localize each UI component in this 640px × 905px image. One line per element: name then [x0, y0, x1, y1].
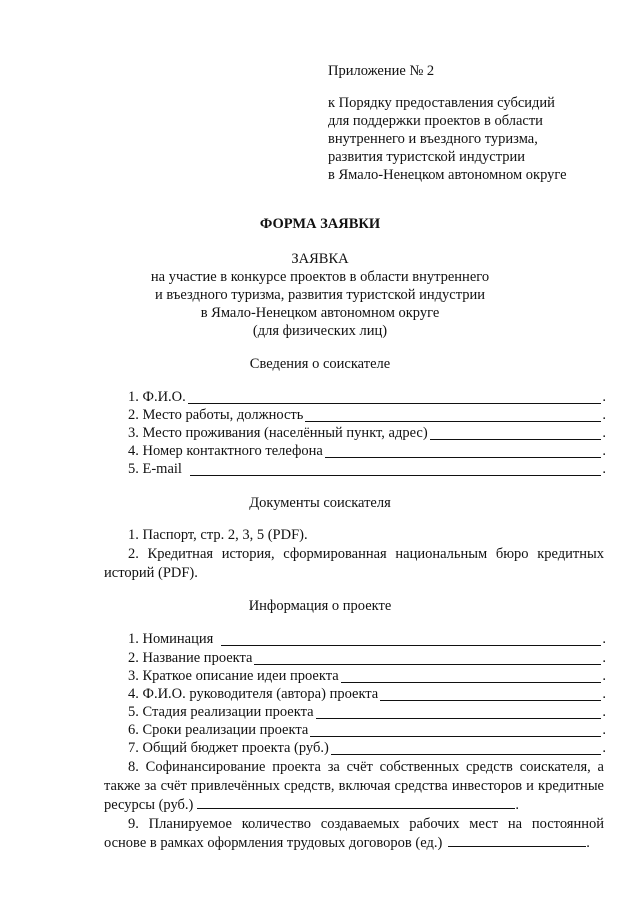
workplace-input-line[interactable]	[305, 407, 601, 422]
field-label: 3. Место проживания (населённый пункт, адрес)	[128, 425, 428, 441]
appendix-line: развития туристской индустрии	[328, 149, 526, 165]
cofinancing-input-line[interactable]	[197, 796, 515, 809]
residence-input-line[interactable]	[430, 425, 602, 440]
phone-input-line[interactable]	[325, 443, 602, 458]
appendix-header	[328, 62, 567, 184]
appendix-title: Приложение № 2	[328, 63, 435, 79]
document-item	[104, 545, 604, 583]
field-label: 7. Общий бюджет проекта (руб.)	[128, 740, 329, 756]
field-label: 2. Название проекта	[128, 650, 253, 666]
appendix-line: в Ямало-Ненецком автономном округе	[328, 167, 567, 183]
field-label: 3. Краткое описание идеи проекта	[128, 668, 339, 684]
cofinancing-text: 8. Софинансирование проекта за счёт собственных средств соискателя, а также за счёт привлечённых средств, включая средства инвесторов и кредитные ресурсы (руб.)	[104, 759, 604, 813]
jobs-item: 9. Планируемое количество создаваемых рабочих мест на постоянной основе в рамках оформления трудовых договоров (ед.) .	[104, 816, 604, 851]
workplace-field[interactable]: 2. Место работы, должность .	[128, 407, 606, 423]
appendix-line: внутреннего и въездного туризма,	[328, 131, 538, 147]
project-terms-field[interactable]: 6. Сроки реализации проекта .	[128, 722, 606, 738]
application-subtitle-line: в Ямало-Ненецком автономном округе	[200, 305, 440, 321]
application-heading-block	[0, 250, 640, 340]
application-subtitle-line: на участие в конкурсе проектов в области внутреннего	[150, 269, 490, 285]
field-label: 1. Ф.И.О.	[128, 389, 186, 405]
project-terms-input-line[interactable]	[310, 722, 601, 737]
field-label: 4. Номер контактного телефона	[128, 443, 323, 459]
project-idea-input-line[interactable]	[341, 668, 602, 683]
project-stage-input-line[interactable]	[316, 704, 602, 719]
residence-field[interactable]: 3. Место проживания (населённый пункт, адрес) .	[128, 425, 606, 441]
application-subtitle-line: и въездного туризма, развития туристской индустрии	[155, 287, 485, 303]
document-item-text: 1. Паспорт, стр. 2, 3, 5 (PDF).	[128, 527, 308, 543]
field-label: 2. Место работы, должность	[128, 407, 304, 423]
fio-input-line[interactable]	[188, 389, 602, 404]
document-item	[104, 526, 604, 545]
nomination-input-line[interactable]	[221, 631, 601, 646]
field-label: 1. Номинация	[128, 631, 214, 647]
email-field[interactable]: 5. E-mail .	[128, 461, 606, 477]
email-input-line[interactable]	[190, 461, 601, 476]
appendix-line: для поддержки проектов в области	[328, 113, 543, 129]
project-budget-field[interactable]: 7. Общий бюджет проекта (руб.) .	[128, 740, 606, 756]
jobs-input-line[interactable]	[448, 834, 586, 847]
application-heading: ЗАЯВКА	[291, 251, 349, 267]
application-subtitle-line: (для физических лиц)	[252, 323, 388, 339]
form-title: ФОРМА ЗАЯВКИ	[259, 216, 381, 232]
project-leader-field[interactable]: 4. Ф.И.О. руководителя (автора) проекта .	[128, 686, 606, 702]
cofinancing-item: 8. Софинансирование проекта за счёт собственных средств соискателя, а также за счёт привлечённых средств, включая средства инвесторов и кредитные ресурсы (руб.) .	[104, 759, 604, 813]
documents-section-heading: Документы соискателя	[249, 495, 391, 511]
project-name-field[interactable]: 2. Название проекта .	[128, 650, 606, 666]
jobs-text: 9. Планируемое количество создаваемых рабочих мест на постоянной основе в рамках оформления трудовых договоров (ед.)	[104, 816, 604, 851]
applicant-section-heading: Сведения о соискателе	[249, 356, 391, 372]
project-name-input-line[interactable]	[254, 650, 601, 665]
project-section-heading: Информация о проекте	[248, 598, 392, 614]
document-item-text: 2. Кредитная история, сформированная национальным бюро кредитных историй (PDF).	[104, 546, 604, 581]
project-idea-field[interactable]: 3. Краткое описание идеи проекта .	[128, 668, 606, 684]
nomination-field[interactable]: 1. Номинация .	[128, 631, 606, 647]
project-stage-field[interactable]: 5. Стадия реализации проекта .	[128, 704, 606, 720]
project-leader-input-line[interactable]	[380, 686, 601, 701]
appendix-line: к Порядку предоставления субсидий	[328, 95, 555, 111]
field-label: 5. E-mail	[128, 461, 182, 477]
fio-field[interactable]: 1. Ф.И.О. .	[128, 389, 606, 405]
project-budget-input-line[interactable]	[331, 740, 602, 755]
field-label: 5. Стадия реализации проекта	[128, 704, 314, 720]
phone-field[interactable]: 4. Номер контактного телефона .	[128, 443, 606, 459]
field-label: 4. Ф.И.О. руководителя (автора) проекта	[128, 686, 379, 702]
field-label: 6. Сроки реализации проекта	[128, 722, 309, 738]
